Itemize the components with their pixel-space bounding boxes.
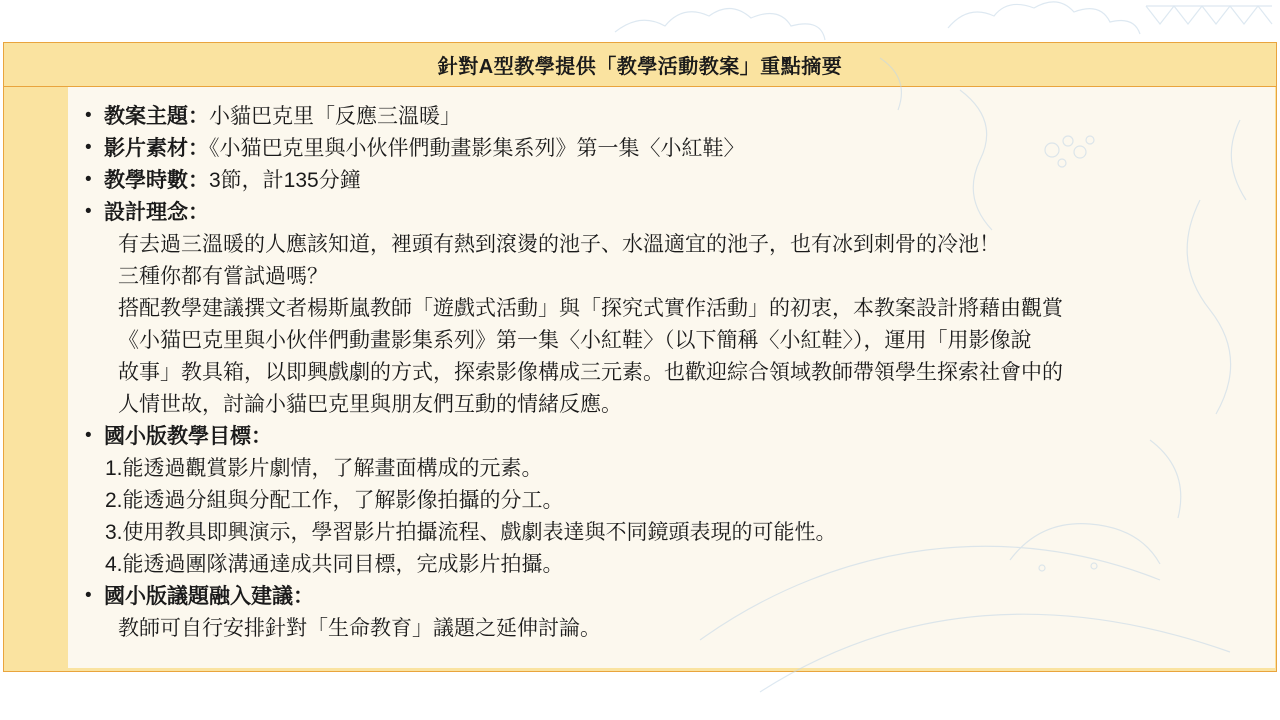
content-line: [68, 229, 1275, 261]
content-line: [68, 549, 1275, 581]
item-label: 教學時數：: [104, 169, 209, 192]
item-label: 影片素材：: [104, 137, 209, 160]
content-line: [68, 389, 1275, 421]
item-label: 設計理念：: [104, 201, 209, 224]
content-line: [68, 325, 1275, 357]
content-line: [68, 101, 1275, 133]
content-line: [68, 581, 1275, 613]
line-text: 搭配教學建議撰文者楊斯嵐教師「遊戲式活動」與「探究式實作活動」的初衷，本教案設計將藉由觀賞: [118, 297, 1063, 320]
bullet-marker: •: [85, 425, 92, 446]
line-text: 有去過三溫暖的人應該知道，裡頭有熱到滾燙的池子、水溫適宜的池子，也有冰到刺骨的冷池！: [118, 233, 1000, 256]
bullet-marker: •: [85, 201, 92, 222]
content-line: [68, 261, 1275, 293]
line-text: 2.能透過分組與分配工作，了解影像拍攝的分工。: [105, 489, 564, 512]
line-text: 故事」教具箱，以即興戲劇的方式，探索影像構成三元素。也歡迎綜合領域教師帶領學生探索社會中的: [118, 361, 1063, 384]
content-line: [68, 517, 1275, 549]
content-line: [68, 421, 1275, 453]
content-line: [68, 613, 1275, 645]
bullet-marker: •: [85, 105, 92, 126]
bullet-marker: •: [85, 137, 92, 158]
content-line: [68, 293, 1275, 325]
bullet-marker: •: [85, 169, 92, 190]
content-line: [68, 197, 1275, 229]
item-value: 《小猫巴克里與小伙伴們動畫影集系列》第一集〈小紅鞋〉: [209, 137, 745, 160]
content-list: [68, 101, 1275, 645]
line-text: 教師可自行安排針對「生命教育」議題之延伸討論。: [118, 617, 601, 640]
bullet-marker: •: [85, 585, 92, 606]
content-line: [68, 453, 1275, 485]
line-text: 人情世故，討論小貓巴克里與朋友們互動的情緒反應。: [118, 393, 622, 416]
item-label: 教案主題：: [104, 105, 209, 128]
line-text: 3.使用教具即興演示，學習影片拍攝流程、戲劇表達與不同鏡頭表現的可能性。: [105, 521, 837, 544]
slide-title-bar: [4, 43, 1276, 87]
line-text: 三種你都有嘗試過嗎？: [118, 265, 328, 288]
content-line: [68, 133, 1275, 165]
page-title: 針對A型教學提供「教學活動教案」重點摘要: [437, 56, 843, 78]
item-label: 國小版議題融入建議：: [104, 585, 314, 608]
line-text: 《小猫巴克里與小伙伴們動畫影集系列》第一集〈小紅鞋〉（以下簡稱〈小紅鞋〉），運用「用影像說: [118, 329, 1032, 352]
content-panel: [68, 87, 1275, 668]
content-line: [68, 165, 1275, 197]
slide-frame: [3, 42, 1277, 672]
line-text: 1.能透過觀賞影片劇情，了解畫面構成的元素。: [105, 457, 543, 480]
item-value: 小貓巴克里「反應三溫暖」: [209, 105, 461, 128]
line-text: 4.能透過團隊溝通達成共同目標，完成影片拍攝。: [105, 553, 564, 576]
content-line: [68, 357, 1275, 389]
content-line: [68, 485, 1275, 517]
item-value: 3節，計135分鐘: [209, 169, 361, 192]
item-label: 國小版教學目標：: [104, 425, 272, 448]
